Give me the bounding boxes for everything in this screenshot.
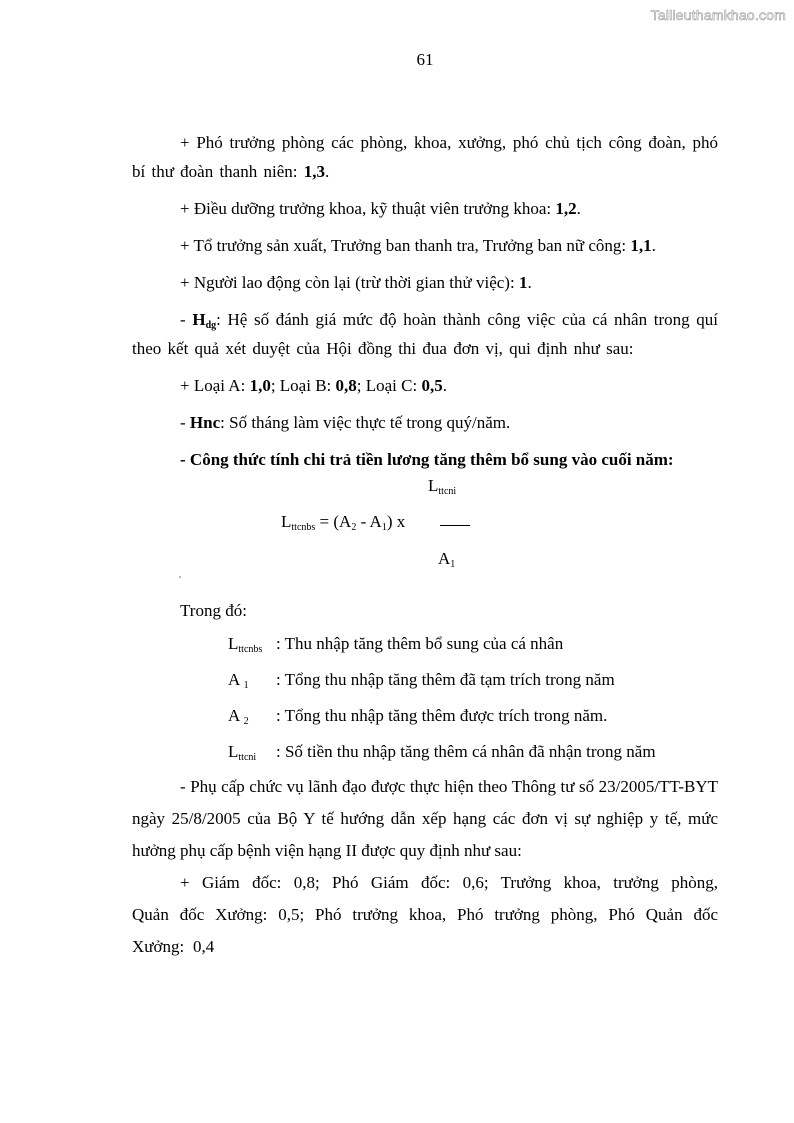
definition-item	[132, 629, 718, 658]
hdg-prefix: -	[180, 310, 193, 329]
formula-lhs-base: L	[281, 512, 292, 531]
formula-heading-text: - Công thức tính chi trả tiền lương tăng thêm bổ sung vào cuối năm:	[180, 450, 674, 469]
hnc-prefix: -	[180, 413, 190, 432]
hnc-text: : Số tháng làm việc thực tế trong quý/năm.	[220, 413, 511, 432]
allowance-paragraph: - Phụ cấp chức vụ lãnh đạo được thực hiện theo Thông tư số 23/2005/TT-BYT ngày 25/8/2005 của Bộ Y tế hướng dẫn xếp hạng các đơn vị sự nghiệp y tế, mức hưởng phụ cấp bệnh viện hạng II được quy định như sau:	[132, 777, 718, 860]
definition-item	[132, 737, 718, 766]
hdg-definition	[132, 305, 718, 363]
formula-times: ) x	[386, 512, 406, 531]
definition-term	[228, 629, 276, 658]
page-number: 61	[416, 50, 434, 69]
definition-description: : Tổng thu nhập tăng thêm được trích trong năm.	[276, 706, 608, 725]
definition-term-base: A	[228, 706, 244, 725]
formula-numerator-base: L	[428, 476, 439, 495]
coefficient-other-workers-text: + Người lao động còn lại (trừ thời gian thử việc):	[180, 273, 519, 292]
hnc-definition	[132, 408, 718, 437]
coefficient-deputy-heads-value: 1,3	[303, 162, 325, 181]
definition-item	[132, 701, 718, 730]
where-label: Trong đó:	[180, 601, 247, 620]
definition-term-base: L	[228, 634, 239, 653]
definition-term-subscript: 1	[243, 680, 249, 691]
formula-numerator	[428, 476, 456, 496]
definition-term	[228, 701, 276, 730]
allowance-rates: + Giám đốc: 0,8; Phó Giám đốc: 0,6; Trưởng khoa, trưởng phòng, Quản đốc Xưởng: 0,5; Phó trưởng khoa, Phó trưởng phòng, Phó Quản đốc Xưởng: 0,4	[132, 873, 718, 956]
coefficient-team-leaders	[132, 231, 718, 260]
end-mark: .	[324, 162, 330, 181]
definition-term-subscript: 2	[243, 716, 249, 727]
formula-lhs-subscript: ttcnbs	[291, 522, 316, 533]
document-body	[132, 128, 718, 963]
definition-term-subscript: ttcnbs	[238, 644, 263, 655]
rating-b-label: ; Loại B:	[270, 376, 336, 395]
coefficient-other-workers-value: 1	[518, 273, 528, 292]
rating-coefficients	[132, 371, 718, 400]
hdg-symbol-subscript: dg	[205, 320, 217, 331]
definition-term	[228, 665, 276, 694]
formula-denominator	[438, 549, 455, 569]
definition-term-subscript: ttcni	[238, 752, 257, 763]
definition-term-base: A	[228, 670, 244, 689]
formula-numerator-subscript: ttcni	[438, 486, 457, 497]
definition-description: : Số tiền thu nhập tăng thêm cá nhân đã nhận trong năm	[276, 742, 656, 761]
coefficient-head-nurse-value: 1,2	[555, 199, 577, 218]
hnc-symbol: Hnc	[189, 413, 221, 432]
scan-speck	[179, 576, 181, 578]
fraction-bar	[440, 525, 470, 526]
definitions-list	[132, 629, 718, 766]
formula-heading	[132, 445, 718, 474]
end-mark: .	[576, 199, 581, 218]
coefficient-other-workers	[132, 268, 718, 297]
hdg-symbol	[192, 310, 216, 329]
coefficient-team-leaders-value: 1,1	[630, 236, 652, 255]
rating-a-label: + Loại A:	[180, 376, 250, 395]
formula	[132, 476, 718, 596]
formula-denominator-base: A	[438, 549, 451, 568]
rating-end: .	[442, 376, 447, 395]
definition-item	[132, 665, 718, 694]
coefficient-team-leaders-text: + Tổ trưởng sản xuất, Trưởng ban thanh tra, Trưởng ban nữ công:	[180, 236, 631, 255]
rating-c-value: 0,5	[421, 376, 443, 395]
coefficient-head-nurse	[132, 194, 718, 223]
formula-denominator-subscript: 1	[450, 559, 456, 570]
definition-term-base: L	[228, 742, 239, 761]
formula-a2-subscript: 2	[351, 522, 357, 533]
definition-description: : Thu nhập tăng thêm bổ sung của cá nhân	[276, 634, 564, 653]
formula-minus: - A	[356, 512, 382, 531]
end-mark: .	[527, 273, 532, 292]
formula-lhs	[281, 512, 405, 532]
rating-c-label: ; Loại C:	[356, 376, 422, 395]
formula-equals: = (A	[315, 512, 352, 531]
watermark: Tailieuthamkhao.com	[650, 7, 786, 23]
coefficient-deputy-heads	[132, 128, 718, 186]
hdg-symbol-base: H	[192, 310, 206, 329]
definition-description: : Tổng thu nhập tăng thêm đã tạm trích trong năm	[276, 670, 615, 689]
hdg-text: : Hệ số đánh giá mức độ hoàn thành công việc của cá nhân trong quí theo kết quả xét duyệt của Hội đồng thi đua đơn vị, qui định như sau:	[132, 310, 718, 358]
end-mark: .	[651, 236, 656, 255]
coefficient-deputy-heads-text: + Phó trưởng phòng các phòng, khoa, xưởng, phó chủ tịch công đoàn, phó bí thư đoàn thanh niên:	[132, 133, 718, 181]
rating-a-value: 1,0	[249, 376, 271, 395]
formula-a1-subscript: 1	[381, 522, 387, 533]
rating-b-value: 0,8	[335, 376, 357, 395]
definition-term	[228, 737, 276, 766]
coefficient-head-nurse-text: + Điều dưỡng trưởng khoa, kỹ thuật viên trưởng khoa:	[180, 199, 556, 218]
